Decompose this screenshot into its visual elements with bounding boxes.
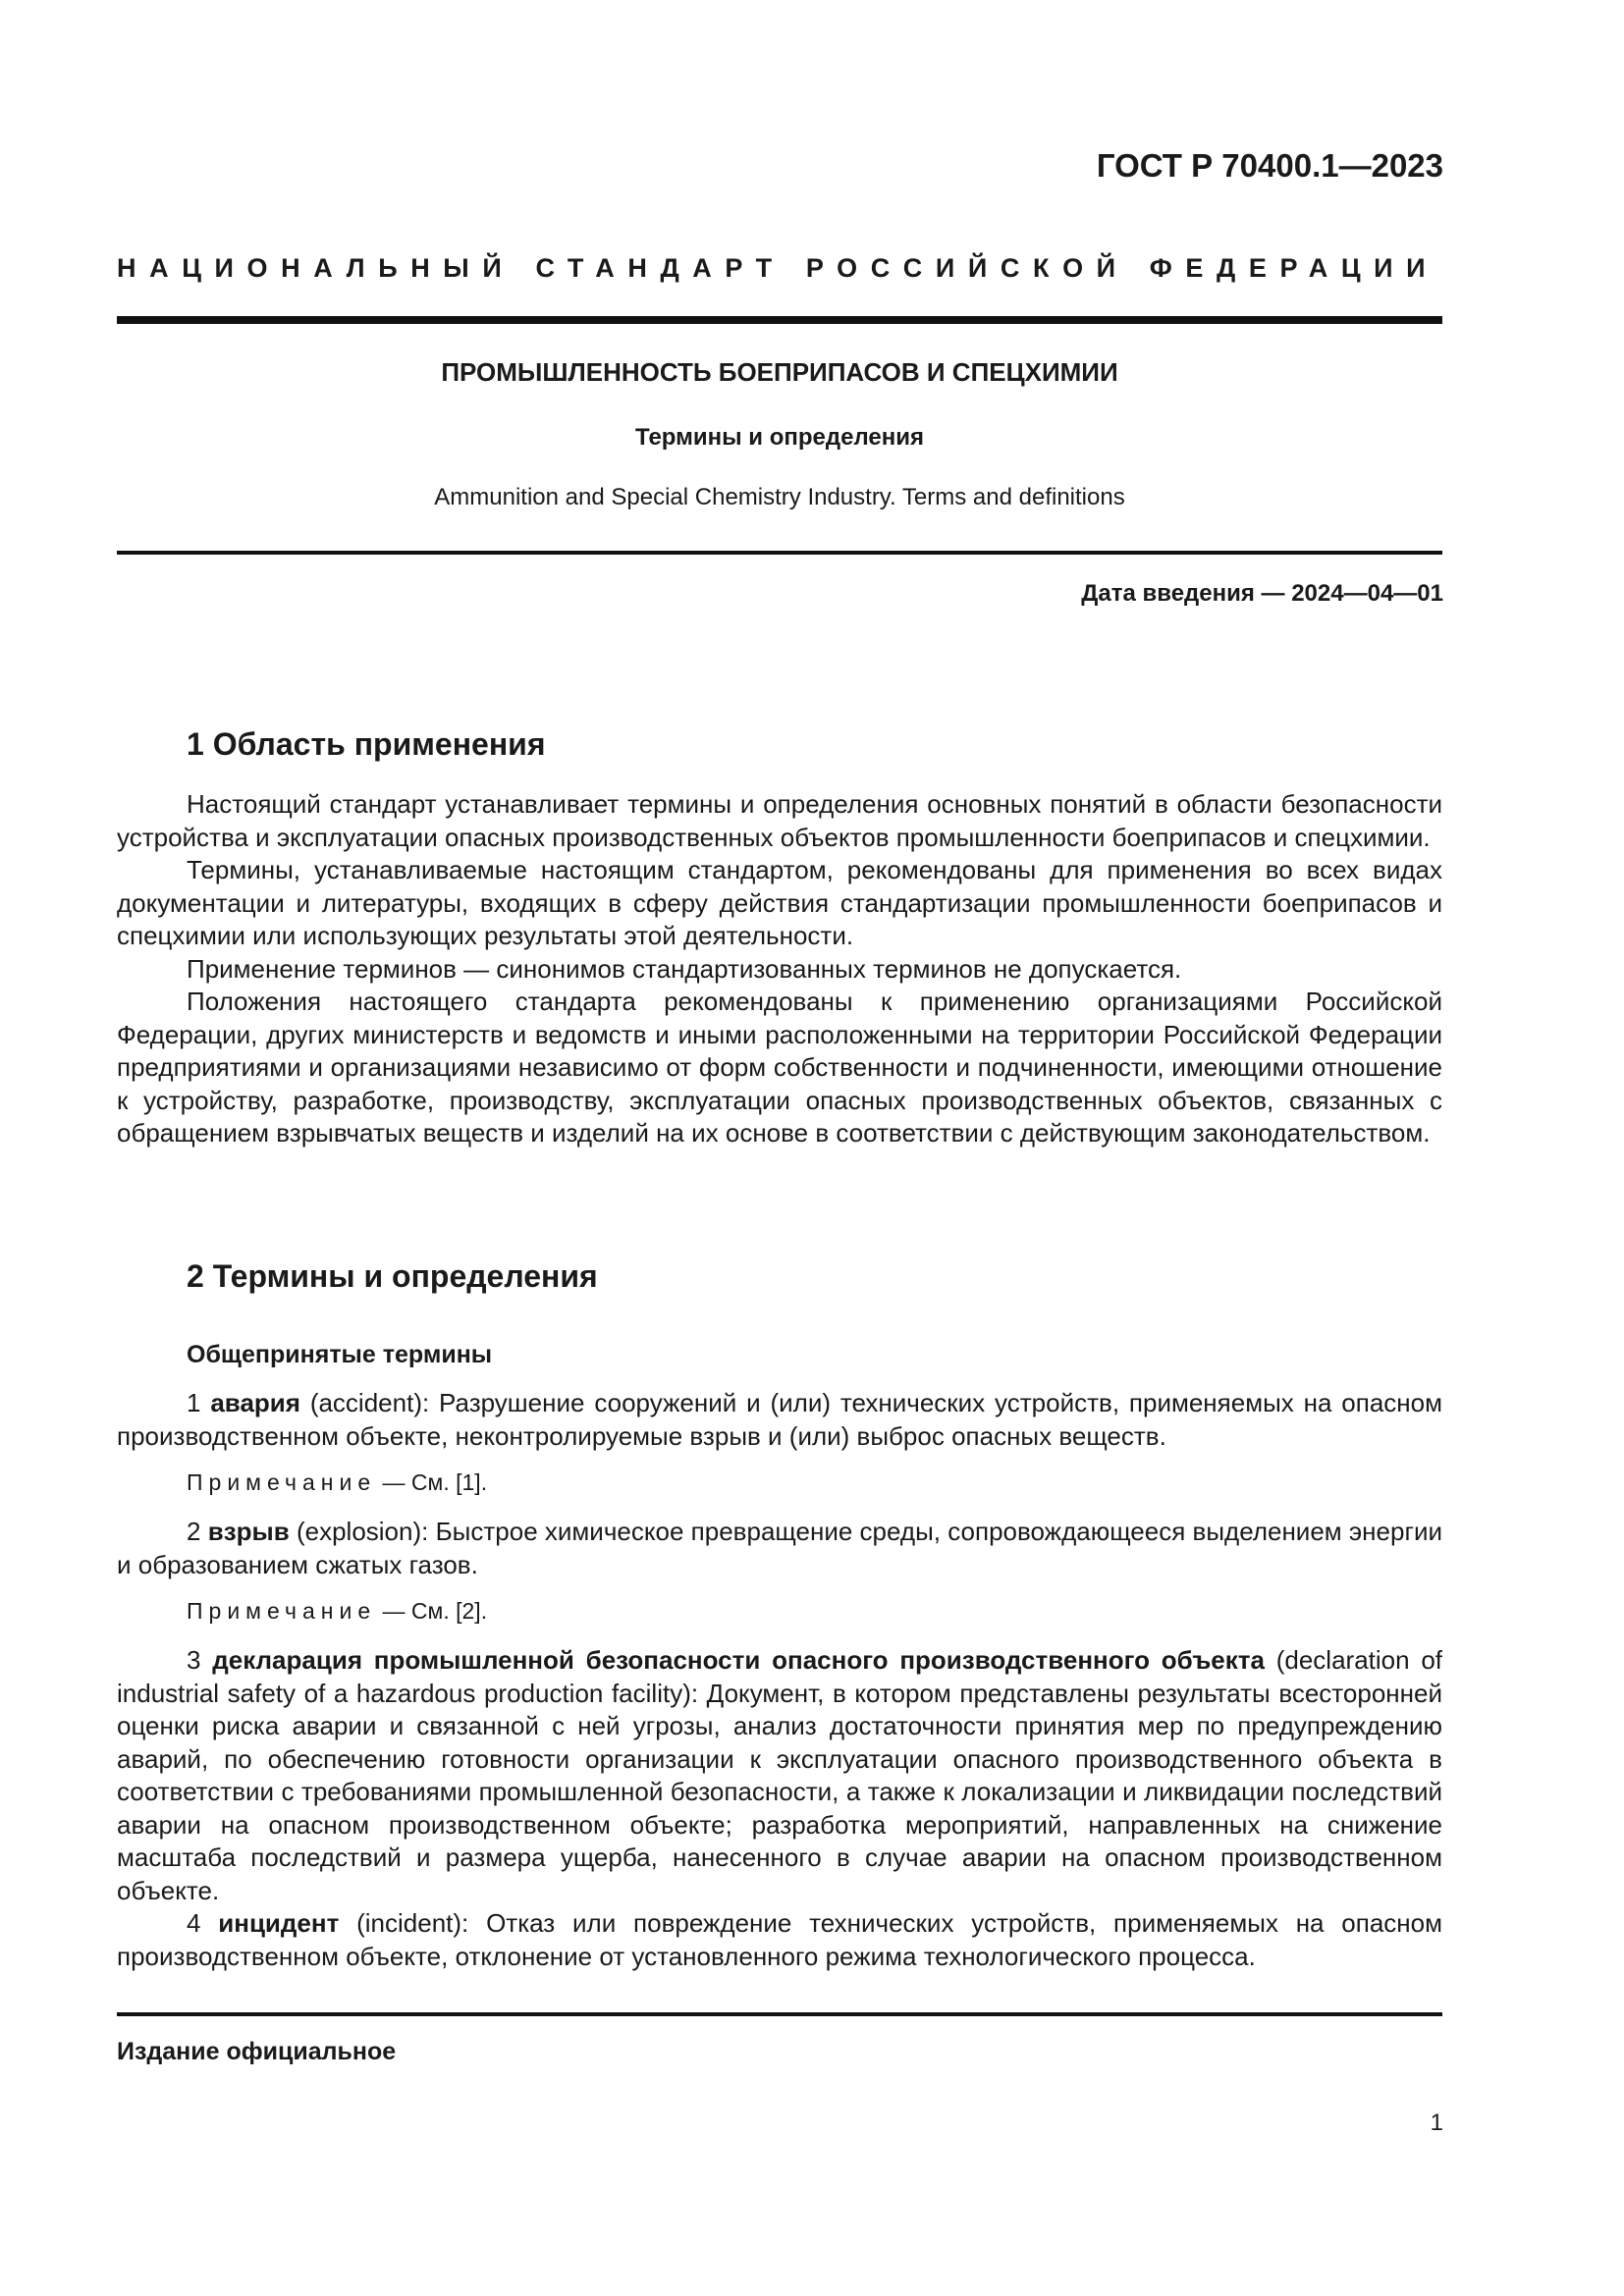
header-rule	[117, 316, 1442, 324]
document-title: ПРОМЫШЛЕННОСТЬ БОЕПРИПАСОВ И СПЕЦХИМИИ	[441, 357, 1118, 387]
term-entries-3-4	[117, 1644, 1442, 1973]
term-entry	[117, 1516, 1442, 1581]
term-entry-paragraph	[117, 1516, 1442, 1581]
note-text: — См. [1].	[376, 1469, 488, 1495]
term-entry	[117, 1387, 1442, 1453]
paragraph: Настоящий стандарт устанавливает термины и определения основных понятий в области безопасности устройства и эксплуатации опасных производственных объектов промышленности боеприпасов и спецхимии.	[117, 789, 1442, 852]
paragraph: Положения настоящего стандарта рекомендованы к применению организациями Российской Федерации, других министерств и ведомств и иными расположенными на территории Российской Федерации предприятиями и организациями независимо от форм собственности и подчиненности, имеющими отношение к устройству, разработке, производству, эксплуатации опасных производственных объектов, связанных с обращением взрывчатых веществ и изделий на их основе в соответствии с действующим законодательством.	[117, 987, 1442, 1148]
term-name: инцидент	[218, 1908, 340, 1938]
term-name: декларация промышленной безопасности опасного производственного объекта	[212, 1645, 1265, 1675]
english-title: Ammunition and Special Chemistry Industry. Terms and definitions	[434, 484, 1125, 510]
official-edition-label: Издание официальное	[117, 2038, 397, 2065]
term-note	[187, 1469, 487, 1496]
term-name: авария	[210, 1388, 300, 1417]
section-1-body	[117, 788, 1442, 1150]
paragraph: Термины, устанавливаемые настоящим стандартом, рекомендованы для применения во всех видах документации и литературы, входящих в сферу действия стандартизации промышленности боеприпасов и спецхимии или использующих результаты этой деятельности.	[117, 855, 1442, 950]
document-subtitle: Термины и определения	[634, 424, 925, 451]
note-label: Примечание	[187, 1598, 377, 1624]
term-number: 2	[187, 1517, 201, 1546]
footer-rule	[117, 2012, 1442, 2016]
note-text: — См. [2].	[376, 1598, 488, 1624]
term-definition: (declaration of industrial safety of a hazardous production facility): Документ, в котором представлены результаты всесторонней оценки риска аварии и связанной с ней угрозы, анализ достаточности принятия мер по предупреждению аварий, по обеспечению готовности организации к эксплуатации опасного производственного объекта в соответствии с требованиями промышленной безопасности, а также к локализации и ликвидации последствий аварии на опасном производственном объекте; разработка мероприятий, направленных на снижение масштаба последствий и размера ущерба, нанесенного в случае аварии на опасном производственном объекте.	[117, 1645, 1443, 1905]
introduction-date: Дата введения — 2024—04—01	[1081, 580, 1443, 607]
term-definition: (incident): Отказ или повреждение технических устройств, применяемых на опасном производственном объекте, отклонение от установленного режима технологического процесса.	[117, 1908, 1442, 1971]
term-note	[187, 1598, 487, 1625]
term-entry-paragraph	[117, 1644, 1442, 1907]
note-label: Примечание	[187, 1469, 377, 1495]
term-number: 4	[187, 1908, 201, 1938]
title-rule	[117, 551, 1442, 555]
national-standard-banner: НАЦИОНАЛЬНЫЙ СТАНДАРТ РОССИЙСКОЙ ФЕДЕРАЦИИ	[117, 253, 1439, 283]
page-number: 1	[1430, 2109, 1443, 2136]
term-number: 3	[187, 1645, 201, 1675]
term-definition: (explosion): Быстрое химическое превращение среды, сопровождающееся выделением энергии и образованием сжатых газов.	[117, 1517, 1442, 1579]
term-entry-paragraph	[117, 1907, 1442, 1973]
paragraph: Применение терминов — синонимов стандартизованных терминов не допускается.	[187, 953, 1182, 984]
term-name: взрыв	[207, 1517, 290, 1546]
section-1-heading: 1 Область применения	[187, 726, 546, 762]
terms-subheading: Общепринятые термины	[187, 1341, 493, 1368]
term-entry-paragraph	[117, 1387, 1442, 1453]
term-definition: (accident): Разрушение сооружений и (или) технических устройств, применяемых на опасном производственном объекте, неконтролируемые взрыв и (или) выброс опасных веществ.	[117, 1388, 1442, 1451]
term-number: 1	[187, 1388, 201, 1417]
section-2-heading: 2 Термины и определения	[187, 1258, 598, 1294]
standard-code: ГОСТ Р 70400.1—2023	[1096, 147, 1443, 184]
